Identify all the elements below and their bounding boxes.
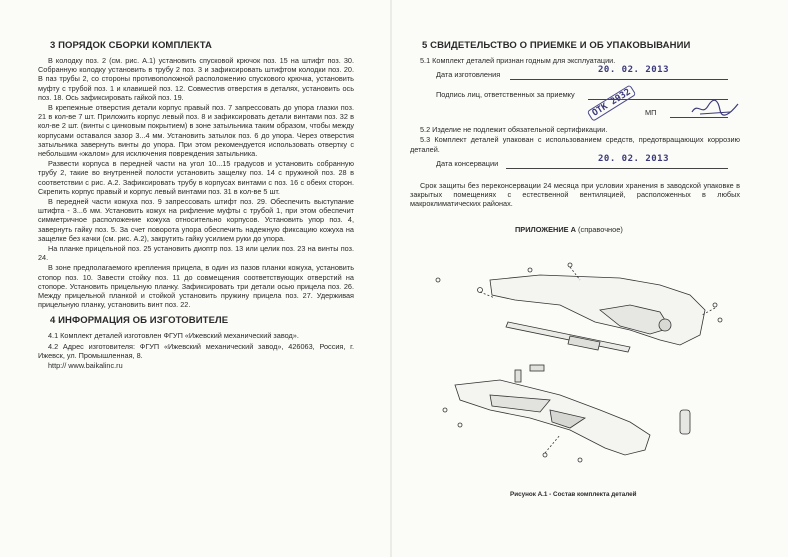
- conservation-date-label: Дата консервации: [436, 158, 499, 168]
- otk-stamp: ОТК 2932: [587, 84, 637, 121]
- handwritten-signature: [690, 98, 740, 118]
- section-4-paragraph: 4.1 Комплект деталей изготовлен ФГУП «Ижевский механический завод».: [48, 331, 299, 341]
- section-4-title: 4 ИНФОРМАЦИЯ ОБ ИЗГОТОВИТЕЛЕ: [50, 315, 229, 327]
- acceptance-statement: 5.1 Комплект деталей признан годным для эксплуатации.: [420, 56, 616, 65]
- manufacture-date-line: [510, 79, 728, 80]
- barrel-tube: [506, 322, 630, 352]
- appendix-subtitle: (справочное): [575, 225, 623, 234]
- figure-caption: Рисунок А.1 - Состав комплекта деталей: [510, 491, 637, 498]
- exploded-parts-diagram: [420, 250, 740, 480]
- manufacture-date-label: Дата изготовления: [436, 70, 501, 80]
- section-3-paragraph: На планке прицельной поз. 25 установить диоптр поз. 13 или целик поз. 23 на винты поз. 24.: [38, 244, 354, 263]
- section-3-paragraph: В колодку поз. 2 (см. рис. А.1) установить спусковой крючок поз. 15 на штифт поз. 30. Собранную колодку установить в трубу 2 поз. 3 и зафиксировать штифтом колодки поз. 20. В паз трубы 2, со стороны противоположной расположению спускового крючка, установить муфту с трубой поз. 1 и клавишей поз. 12. Совместив отверстия в деталях, установить ось поз. 18. Ось зафиксировать гайкой поз. 19.: [38, 56, 354, 102]
- section-3-title: 3 ПОРЯДОК СБОРКИ КОМПЛЕКТА: [50, 40, 212, 51]
- manufacture-date-row: [410, 66, 740, 84]
- certification-note: 5.2 Изделие не подлежит обязательной сертификации.: [420, 125, 608, 135]
- appendix-heading: [515, 225, 623, 234]
- section-3-paragraph: Развести корпуса в передней части на угол 10...15 градусов и установить собранную трубу 2, такие во внутренней полости установить защелку поз. 14 с пружиной поз. 28 в соответствии с рис. А.2. Зафиксировать трубу в корпусах винтами с поз. 16 с обеих сторон. Скрепить корпус правый и корпус левый винтами поз. 31 в кол-ве 5 шт.: [38, 159, 354, 196]
- conservation-date-line: [506, 168, 728, 169]
- manufacturer-website: http:// www.baikalinc.ru: [48, 361, 123, 371]
- section-3-paragraph: В передней части кожуха поз. 9 запрессовать штифт поз. 29. Обеспечить выступание штифта - 3...6 мм. Установить кожух на рифление муфты с трубой 1, при этом обеспечит симметричное расположение кожуха относительно корпусов. Установить упор поз. 4, завернуть гайку поз. 5. За счет поворота упора обеспечить надежную фиксацию кожуха на защелке без качки (см. рис. А.2), закрутить гайку усилием руки до упора.: [38, 197, 354, 243]
- section-3-paragraph: В крепежные отверстия детали корпус правый поз. 7 запрессовать до упора глазки поз. 21 в кол-ве 7 шт. Приложить корпус левый поз. 8 и зафиксировать детали винтами поз. 32 в кол-ве 2 шт. (винты с цинковым покрытием) в зоне затыльника таким образом, чтобы между корпусами оставался зазор 3...4 мм. Установить затылок поз. 6 до упора. Через отверстия затыльника завернуть винты до упора. При этом рекомендуется использовать отвертку с небольшим «жалом» для исключения повреждения затыльника.: [38, 103, 354, 159]
- page-fold: [390, 0, 392, 557]
- conservation-date-row: [410, 155, 740, 173]
- left-column: [38, 40, 354, 371]
- mp-label: МП: [645, 108, 657, 118]
- packaging-note: 5.3 Комплект деталей упакован с использованием средств, предотвращающих коррозию деталей.: [410, 135, 740, 154]
- manufacture-date-stamp: 20. 02. 2013: [598, 65, 670, 75]
- conservation-date-stamp: 20. 02. 2013: [598, 154, 670, 164]
- section-3-paragraph: В зоне предполагаемого крепления прицела, в один из пазов планки кожуха, установить стопор поз. 10. Завести стойку поз. 11 до совмещения соответствующих отверстий на стопоре. Установить прицельную планку. Зафиксировать три детали осью прицела поз. 26. Между прицельной планкой и стойкой установить пружину прицела поз. 27. Удерживая прицельную планку, установить винт поз. 22.: [38, 263, 354, 310]
- section-5-title: 5 СВИДЕТЕЛЬСТВО О ПРИЕМКЕ И ОБ УПАКОВЫВАНИИ: [422, 40, 691, 51]
- stock-right-part: [490, 275, 705, 345]
- signature-label: Подпись лиц, ответственных за приемку: [436, 90, 575, 100]
- butt-plate: [680, 410, 690, 434]
- part-small: [530, 365, 544, 371]
- right-column: [410, 40, 740, 209]
- storage-terms: Срок защиты без переконсервации 24 месяца при условии хранения в заводской упаковке в закрытых помещениях с естественной вентиляцией, расположенных в любых макроклиматических районах.: [410, 180, 740, 209]
- appendix-title: ПРИЛОЖЕНИЕ А: [515, 225, 576, 234]
- section-4-paragraph: 4.2 Адрес изготовителя: ФГУП «Ижевский механический завод», 426063, Россия, г. Ижевск, ул. Промышленная, 8.: [38, 341, 354, 360]
